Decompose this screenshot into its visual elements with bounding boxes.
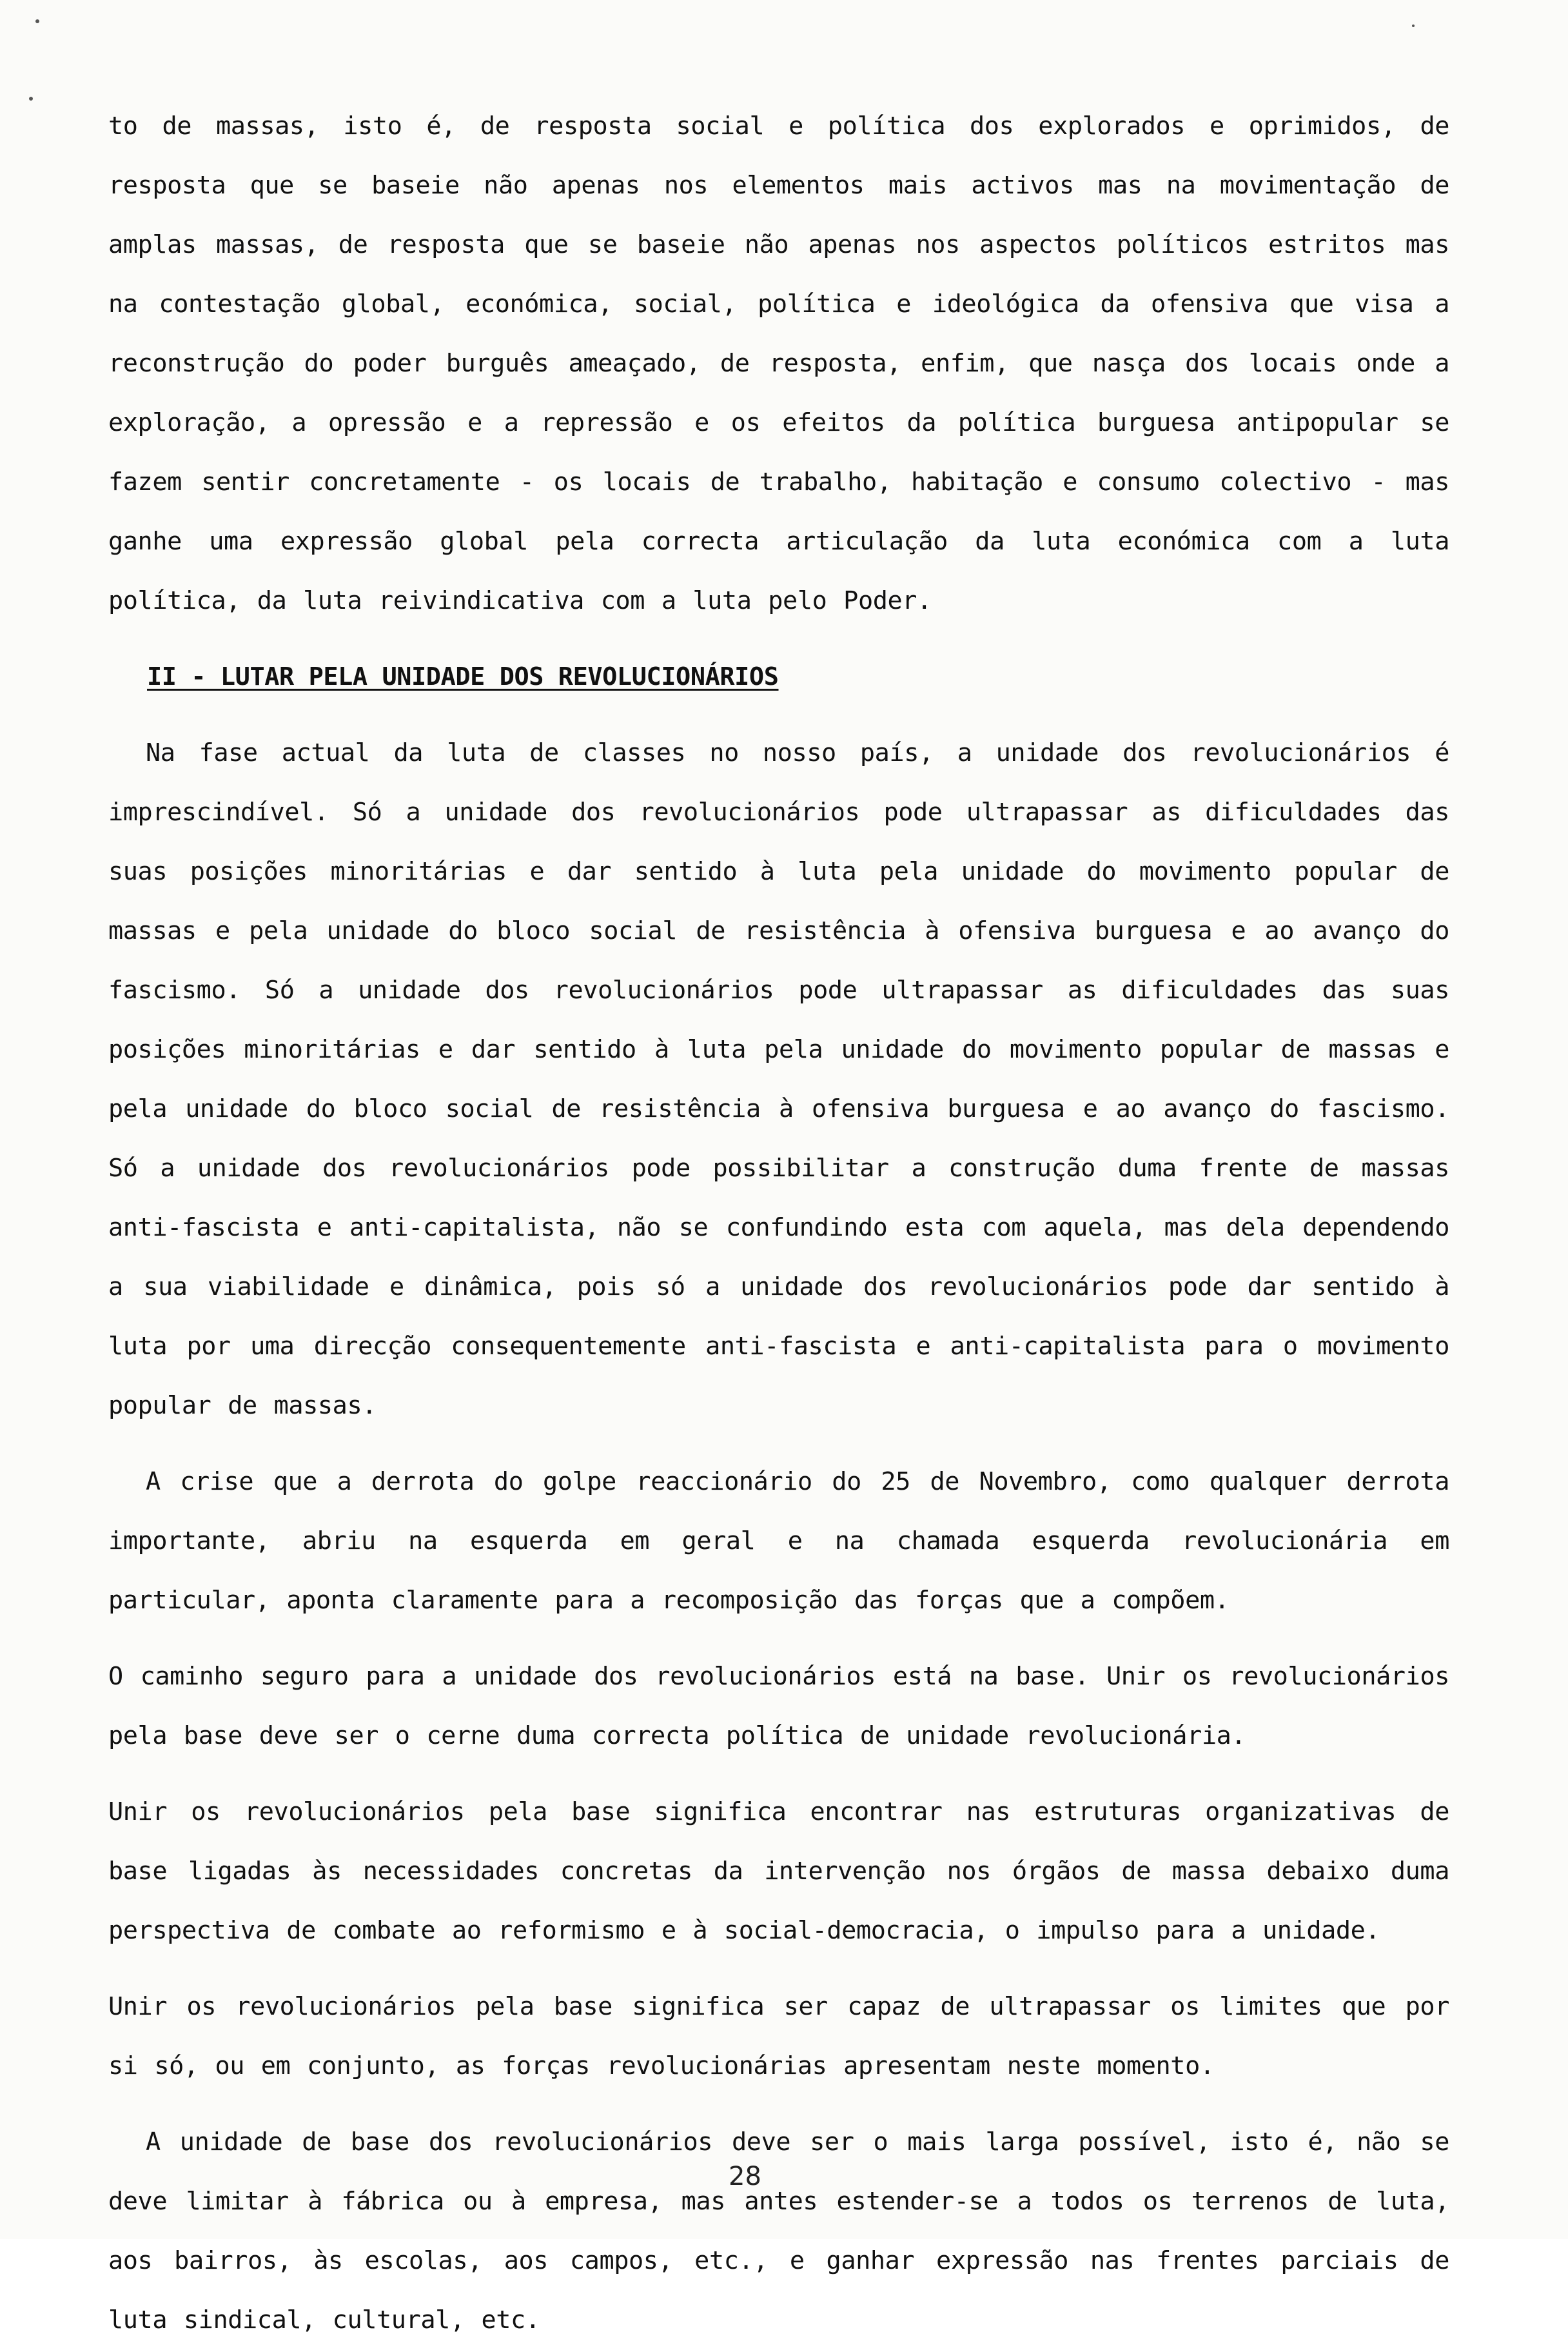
scan-speck bbox=[35, 19, 39, 23]
paragraph-base-path: O caminho seguro para a unidade dos revolucionários está na base. Unir os revolucionários pela base deve ser o cerne duma correcta política de unidade revolucionária. bbox=[108, 1662, 1449, 1750]
paragraph-base-structures: Unir os revolucionários pela base significa encontrar nas estruturas organizativas de base ligadas às necessidades concretas da intervenção nos órgãos de massa debaixo duma perspectiva de combate ao reformismo e à social-democracia, o impulso para a unidade. bbox=[108, 1797, 1449, 1945]
paragraph-base-breadth: A unidade de base dos revolucionários deve ser o mais larga possível, isto é, não se deve limitar à fábrica ou à empresa, mas antes estender-se a todos os terrenos de luta, aos bairros, às escolas, aos campos, etc., e ganhar expressão nas frentes parciais de luta sindical, cultural, etc. bbox=[108, 2128, 1449, 2335]
scan-speck bbox=[29, 97, 33, 101]
scan-speck bbox=[1412, 25, 1415, 27]
page-number: 28 bbox=[729, 2162, 761, 2191]
paragraph-continuation: to de massas, isto é, de resposta social e política dos explorados e oprimidos, de resposta que se baseie não apenas nos elementos mais activos mas na movimentação de amplas massas, de resposta que se baseie não apenas nos aspectos políticos estritos mas na contestação global, económica, social, política e ideológica da ofensiva que visa a reconstrução do poder burguês ameaçado, de resposta, enfim, que nasça dos locais onde a exploração, a opressão e a repressão e os efeitos da política burguesa antipopular se fazem sentir concretamente - os locais de trabalho, habitação e consumo colectivo - mas ganhe uma expressão global pela correcta articulação da luta económica com a luta política, da luta reivindicativa com a luta pelo Poder. bbox=[108, 112, 1449, 615]
paragraph-unity-imperative: Na fase actual da luta de classes no nosso país, a unidade dos revolucionários é imprescindível. Só a unidade dos revolucionários pode ultrapassar as dificuldades das suas posições minoritárias e dar sentido à luta pela unidade do movimento popular de massas e pela unidade do bloco social de resistência à ofensiva burguesa e ao avanço do fascismo. Só a unidade dos revolucionários pode ultrapassar as dificuldades das suas posições minoritárias e dar sentido à luta pela unidade do movimento popular de massas e pela unidade do bloco social de resistência à ofensiva burguesa e ao avanço do fascismo. Só a unidade dos revolucionários pode possibilitar a construção duma frente de massas anti-fascista e anti-capitalista, não se confundindo esta com aquela, mas dela dependendo a sua viabilidade e dinâmica, pois só a unidade dos revolucionários pode dar sentido à luta por uma direcção consequentemente anti-fascista e anti-capitalista para o movimento popular de massas. bbox=[108, 738, 1449, 1420]
paragraph-base-limits: Unir os revolucionários pela base significa ser capaz de ultrapassar os limites que por si só, ou em conjunto, as forças revolucionárias apresentam neste momento. bbox=[108, 1992, 1449, 2080]
document-body bbox=[108, 97, 1449, 2350]
section-heading: II - LUTAR PELA UNIDADE DOS REVOLUCIONÁRIOS bbox=[147, 662, 779, 691]
paragraph-crisis: A crise que a derrota do golpe reaccionário do 25 de Novembro, como qualquer derrota importante, abriu na esquerda em geral e na chamada esquerda revolucionária em particular, aponta claramente para a recomposição das forças que a compõem. bbox=[108, 1467, 1449, 1615]
